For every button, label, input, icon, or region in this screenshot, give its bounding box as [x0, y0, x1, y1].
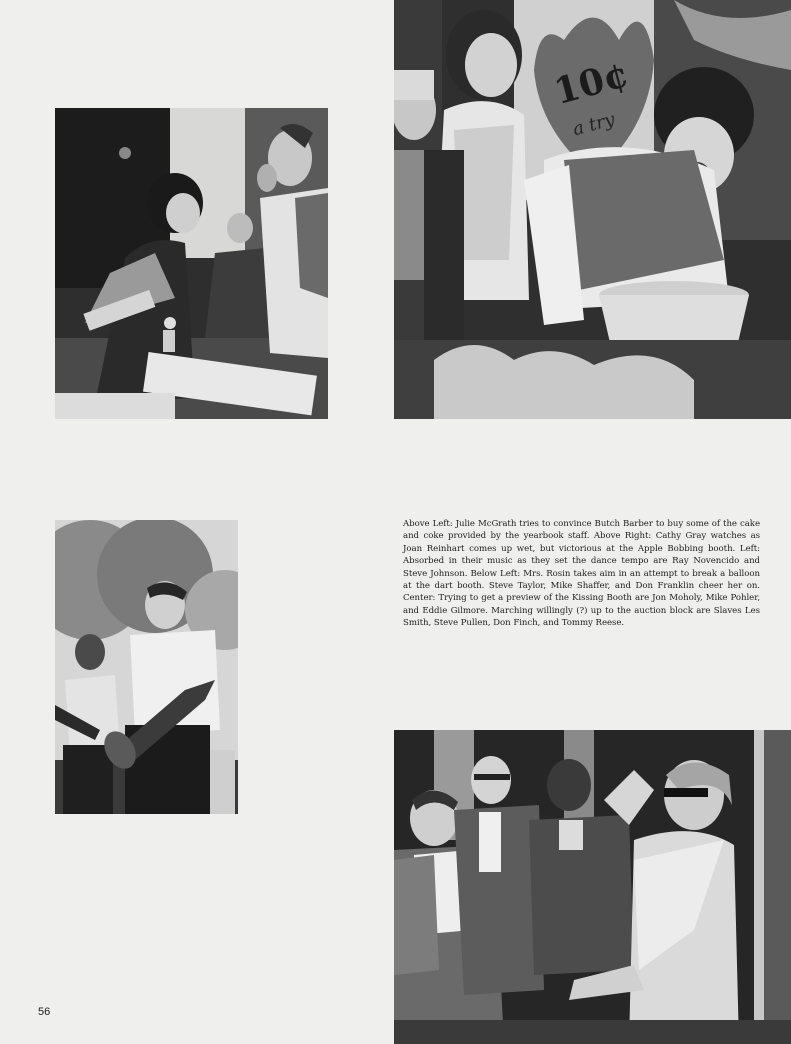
photo-dart-booth: [394, 730, 791, 1044]
dart-booth-image: [394, 730, 791, 1044]
sign-subtext: a try: [570, 108, 618, 141]
sign-price: 10¢: [549, 53, 634, 114]
page-number: 56: [38, 1006, 51, 1018]
photo-apple-bobbing: [394, 0, 791, 419]
cake-booth-image: [55, 108, 328, 419]
photo-cake-booth: [55, 108, 328, 419]
apple-bobbing-image: [394, 0, 791, 419]
photo-caption: Above Left: Julie McGrath tries to convince Butch Barber to buy some of the cake and coke provided by the yearbook staff. Above Right: Cathy Gray watches as Joan Reinhart comes up wet, but victorious at the Apple Bobbing booth. Left: Absorbed in their music as they set the dance tempo are Ray Novencido and Steve Johnson. Below Left: Mrs. Rosin takes aim in an attempt to break a balloon at the dart booth. Steve Taylor, Mike Shaffer, and Don Franklin cheer her on. Center: Trying to get a preview of the Kissing Booth are Jon Moholy, Mike Pohler, and Eddie Gilmore. Marching willingly (?) up to the auction block are Slaves Les Smith, Steve Pullen, Don Finch, and Tommy Reese.: [403, 519, 760, 629]
photo-band: [55, 520, 238, 814]
band-image: [55, 520, 238, 814]
